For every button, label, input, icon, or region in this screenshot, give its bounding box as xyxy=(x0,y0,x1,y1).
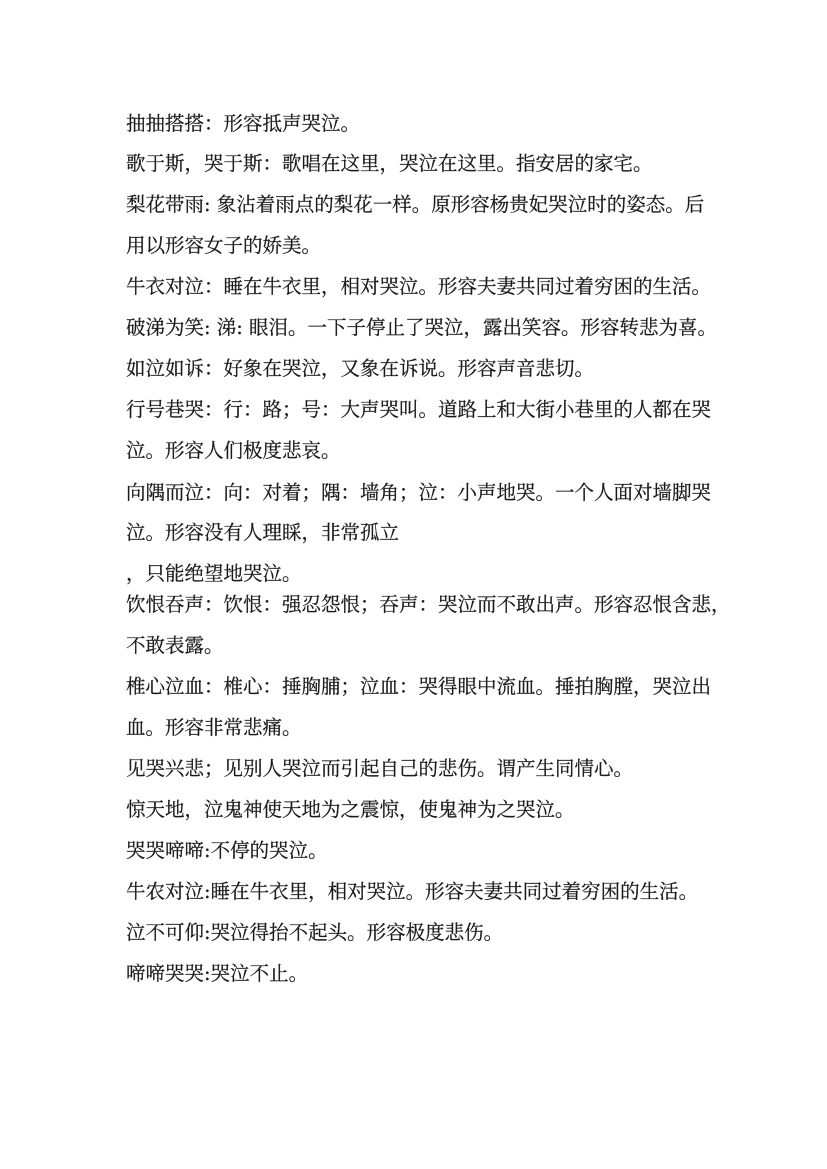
text-line: 用以形容女子的娇美。 xyxy=(126,234,322,257)
text-line: 泣。形容没有人理睬，非常孤立 xyxy=(126,521,400,544)
text-line: 泣不可仰:哭泣得抬不起头。形容极度悲伤。 xyxy=(126,921,504,944)
text-line: 牛衣对泣：睡在牛衣里，相对哭泣。形容夫妻共同过着穷困的生活。 xyxy=(126,275,712,298)
text-line: 破涕为笑: 涕: 眼泪。一下子停止了哭泣，露出笑容。形容转悲为喜。 xyxy=(126,316,718,339)
text-line: 如泣如诉：好象在哭泣，又象在诉说。形容声音悲切。 xyxy=(126,357,595,380)
text-line: 抽抽搭搭：形容抵声哭泣。 xyxy=(126,112,361,135)
text-line: 向隅而泣：向：对着；隅：墙角；泣：小声地哭。一个人面对墙脚哭 xyxy=(126,481,712,504)
text-line: 梨花带雨: 象沾着雨点的梨花一样。原形容杨贵妃哭泣时的姿态。后 xyxy=(126,193,705,216)
text-line: 哭哭啼啼:不停的哭泣。 xyxy=(126,839,328,862)
text-line: ，只能绝望地哭泣。 xyxy=(126,562,302,585)
text-line: 血。形容非常悲痛。 xyxy=(126,716,302,739)
text-line: 惊天地，泣鬼神使天地为之震惊，使鬼神为之哭泣。 xyxy=(126,798,575,821)
text-line: 泣。形容人们极度悲哀。 xyxy=(126,439,341,462)
text-line: 牛农对泣:睡在牛衣里，相对哭泣。形容夫妻共同过着穷困的生活。 xyxy=(126,880,699,903)
text-line: 行号巷哭：行：路；号：大声哭叫。道路上和大街小巷里的人都在哭 xyxy=(126,398,712,421)
text-line: 见哭兴悲；见别人哭泣而引起自己的悲伤。谓产生同情心。 xyxy=(126,757,634,780)
text-line: 饮恨吞声：饮恨：强忍怨恨；吞声：哭泣而不敢出声。形容忍恨含悲， xyxy=(126,593,731,616)
text-line: 歌于斯，哭于斯：歌唱在这里，哭泣在这里。指安居的家宅。 xyxy=(126,152,653,175)
text-line: 不敢表露。 xyxy=(126,634,224,657)
text-line: 椎心泣血：椎心：捶胸脯；泣血：哭得眼中流血。捶拍胸膛，哭泣出 xyxy=(126,675,712,698)
text-line: 啼啼哭哭:哭泣不止。 xyxy=(126,962,309,985)
